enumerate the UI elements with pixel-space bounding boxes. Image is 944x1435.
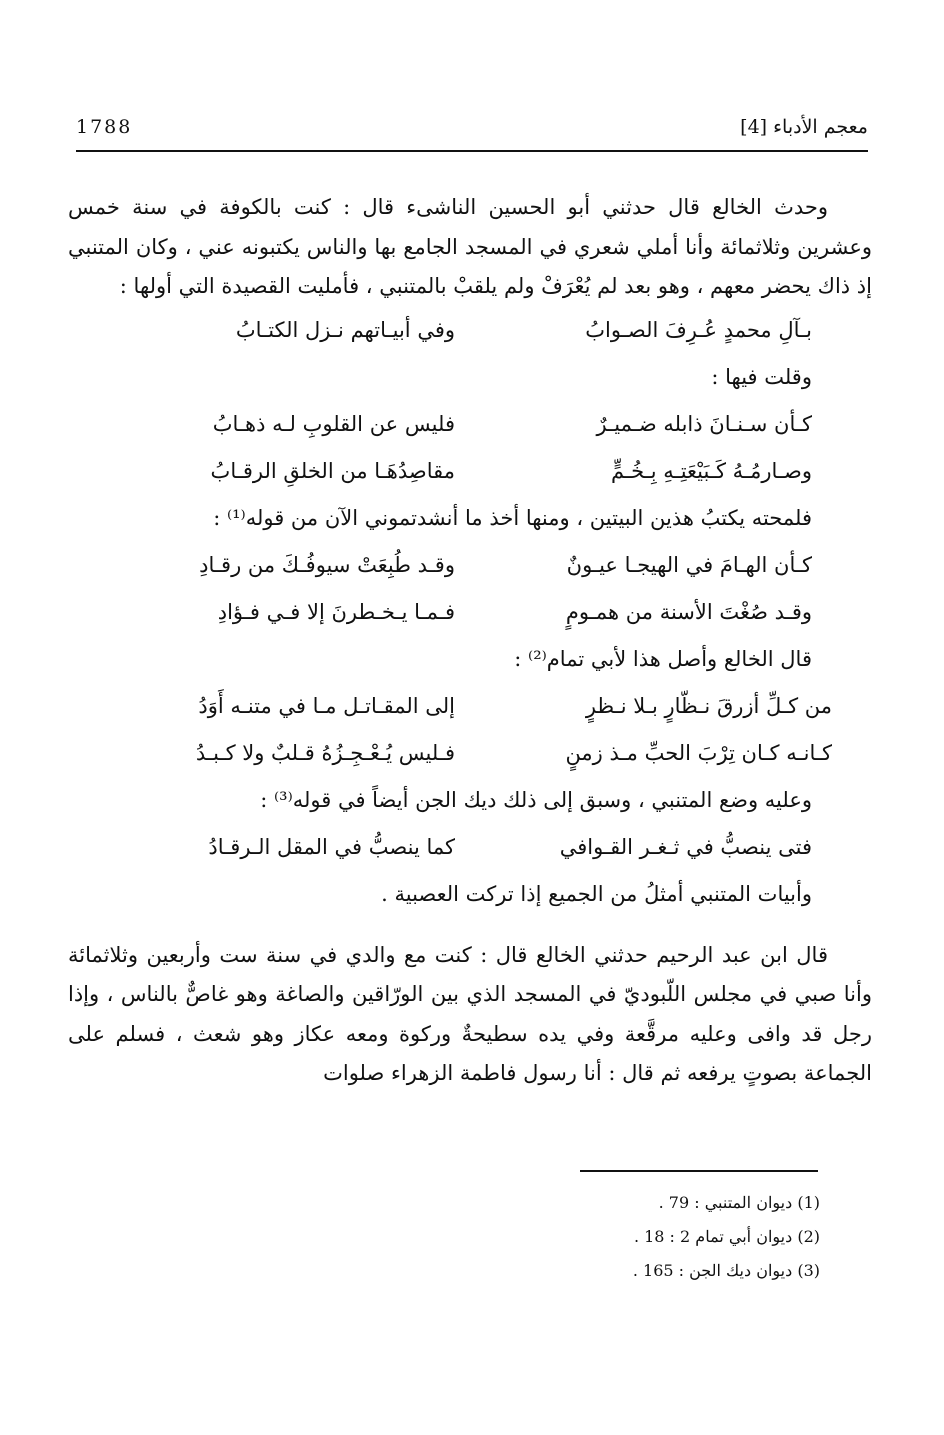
- hemistich-first: كـأن الهـامَ في الهيجـا عيـونٌ: [566, 552, 812, 577]
- footnote-1: (1) ديوان المتنبي : 79 .: [658, 1193, 820, 1212]
- footnote-3: (3) ديوان ديك الجن : 165 .: [632, 1261, 820, 1280]
- paragraph-1: وحدث الخالع قال حدثني أبو الحسين الناشىء قال : كنت بالكوفة في سنة خمس وعشرين وثلاثمائة وأنا أملي شعري في المسجد الجامع بها والناس يكتبونه عني ، وكان المتنبي إذ ذاك يحضر معهم ، وهو بعد لم يُعْرَفْ ولم يلقبْ بالمتنبي ، فأمليت القصيدة التي أولها :: [68, 195, 872, 298]
- hemistich-first: كـانـه كـان تِرْبَ الحبِّ مـذ زمنٍ: [565, 740, 832, 765]
- prose-line-5: وأبيات المتنبي أمثلُ من الجميع إذا تركت العصبية .: [381, 881, 812, 906]
- hemistich-second: فـليس يُـعْـجِـزُهُ قـلبٌ ولا كـبـدُ: [195, 740, 455, 765]
- verse-line-4: [68, 542, 872, 589]
- hemistich-second: مقاصِدُهَـا من الخلقِ الرقـابُ: [210, 458, 455, 483]
- header-rule: [76, 150, 868, 152]
- hemistich-second: فـمـا يـخـطرنَ إلا فـي فـؤادِ: [217, 599, 455, 624]
- footnote-2: (2) ديوان أبي تمام 2 : 18 .: [633, 1227, 820, 1246]
- hemistich-first: بـآلِ محمدٍ عُـرِفَ الصـوابُ: [585, 317, 812, 342]
- hemistich-first: فتى ينصبُّ في ثـغـر القـوافي: [559, 834, 812, 859]
- running-title: معجم الأدباء [4]: [740, 116, 868, 138]
- prose-line-2: فلمحته يكتبُ هذين البيتين ، ومنها أخذ ما أنشدتموني الآن من قوله⁽¹⁾ :: [213, 505, 812, 530]
- footnotes: [633, 1186, 820, 1288]
- prose-line-1: وقلت فيها :: [711, 364, 812, 389]
- prose-line-3: قال الخالع وأصل هذا لأبي تمام⁽²⁾ :: [514, 646, 812, 671]
- prose-line-4: وعليه وضع المتنبي ، وسبق إلى ذلك ديك الجن أيضاً في قوله⁽³⁾ :: [260, 787, 812, 812]
- page-header: [76, 116, 868, 146]
- hemistich-first: من كـلِّ أزرقَ نـظّارٍ بـلا نـظرٍ: [585, 693, 832, 718]
- verse-line-2: [68, 401, 872, 448]
- verse-line-1: [68, 307, 872, 354]
- hemistich-second: كما ينصبُّ في المقل الـرقـادُ: [208, 834, 455, 859]
- page-number: 1788: [76, 116, 133, 138]
- hemistich-first: كـأن سـنـانَ ذابله ضـميـرٌ: [596, 411, 812, 436]
- hemistich-second: إلى المقـاتـل مـا في متنـه أَوَدُ: [198, 693, 455, 718]
- verse-line-3: [68, 448, 872, 495]
- hemistich-second: وفي أبيـاتهم نـزل الكتـابُ: [235, 317, 455, 342]
- verse-line-7: [68, 730, 872, 777]
- verse-line-6: [68, 683, 872, 730]
- footnote-rule: [580, 1170, 818, 1172]
- paragraph-2: قال ابن عبد الرحيم حدثني الخالع قال : كنت مع والدي في سنة ست وأربعين وثلاثمائة وأنا صبي في مجلس اللّبوديّ في المسجد الذي بين الورّاقين والصاغة وهو غاصٌّ بالناس ، وإذا رجل قد وافى وعليه مرقَّعة وفي يده سطيحةٌ وركوة ومعه عكاز وهو شعث ، فسلم على الجماعة بصوتٍ يرفعه ثم قال : أنا رسول فاطمة الزهراء صلوات: [68, 942, 872, 1085]
- hemistich-second: فليس عن القلوبِ لـه ذهـابُ: [212, 411, 455, 436]
- main-text: [68, 188, 872, 1094]
- hemistich-first: وقـد صُغْتَ الأسنة من همـومٍ: [565, 599, 812, 624]
- verse-line-8: [68, 824, 872, 871]
- hemistich-first: وصـارمُـهُ كَـبَيْعَتِـهِ بِـخُـمٍّ: [610, 458, 812, 483]
- hemistich-second: وقـد طُبِعَتْ سيوفُـكَ من رقـادِ: [199, 552, 455, 577]
- verse-line-5: [68, 589, 872, 636]
